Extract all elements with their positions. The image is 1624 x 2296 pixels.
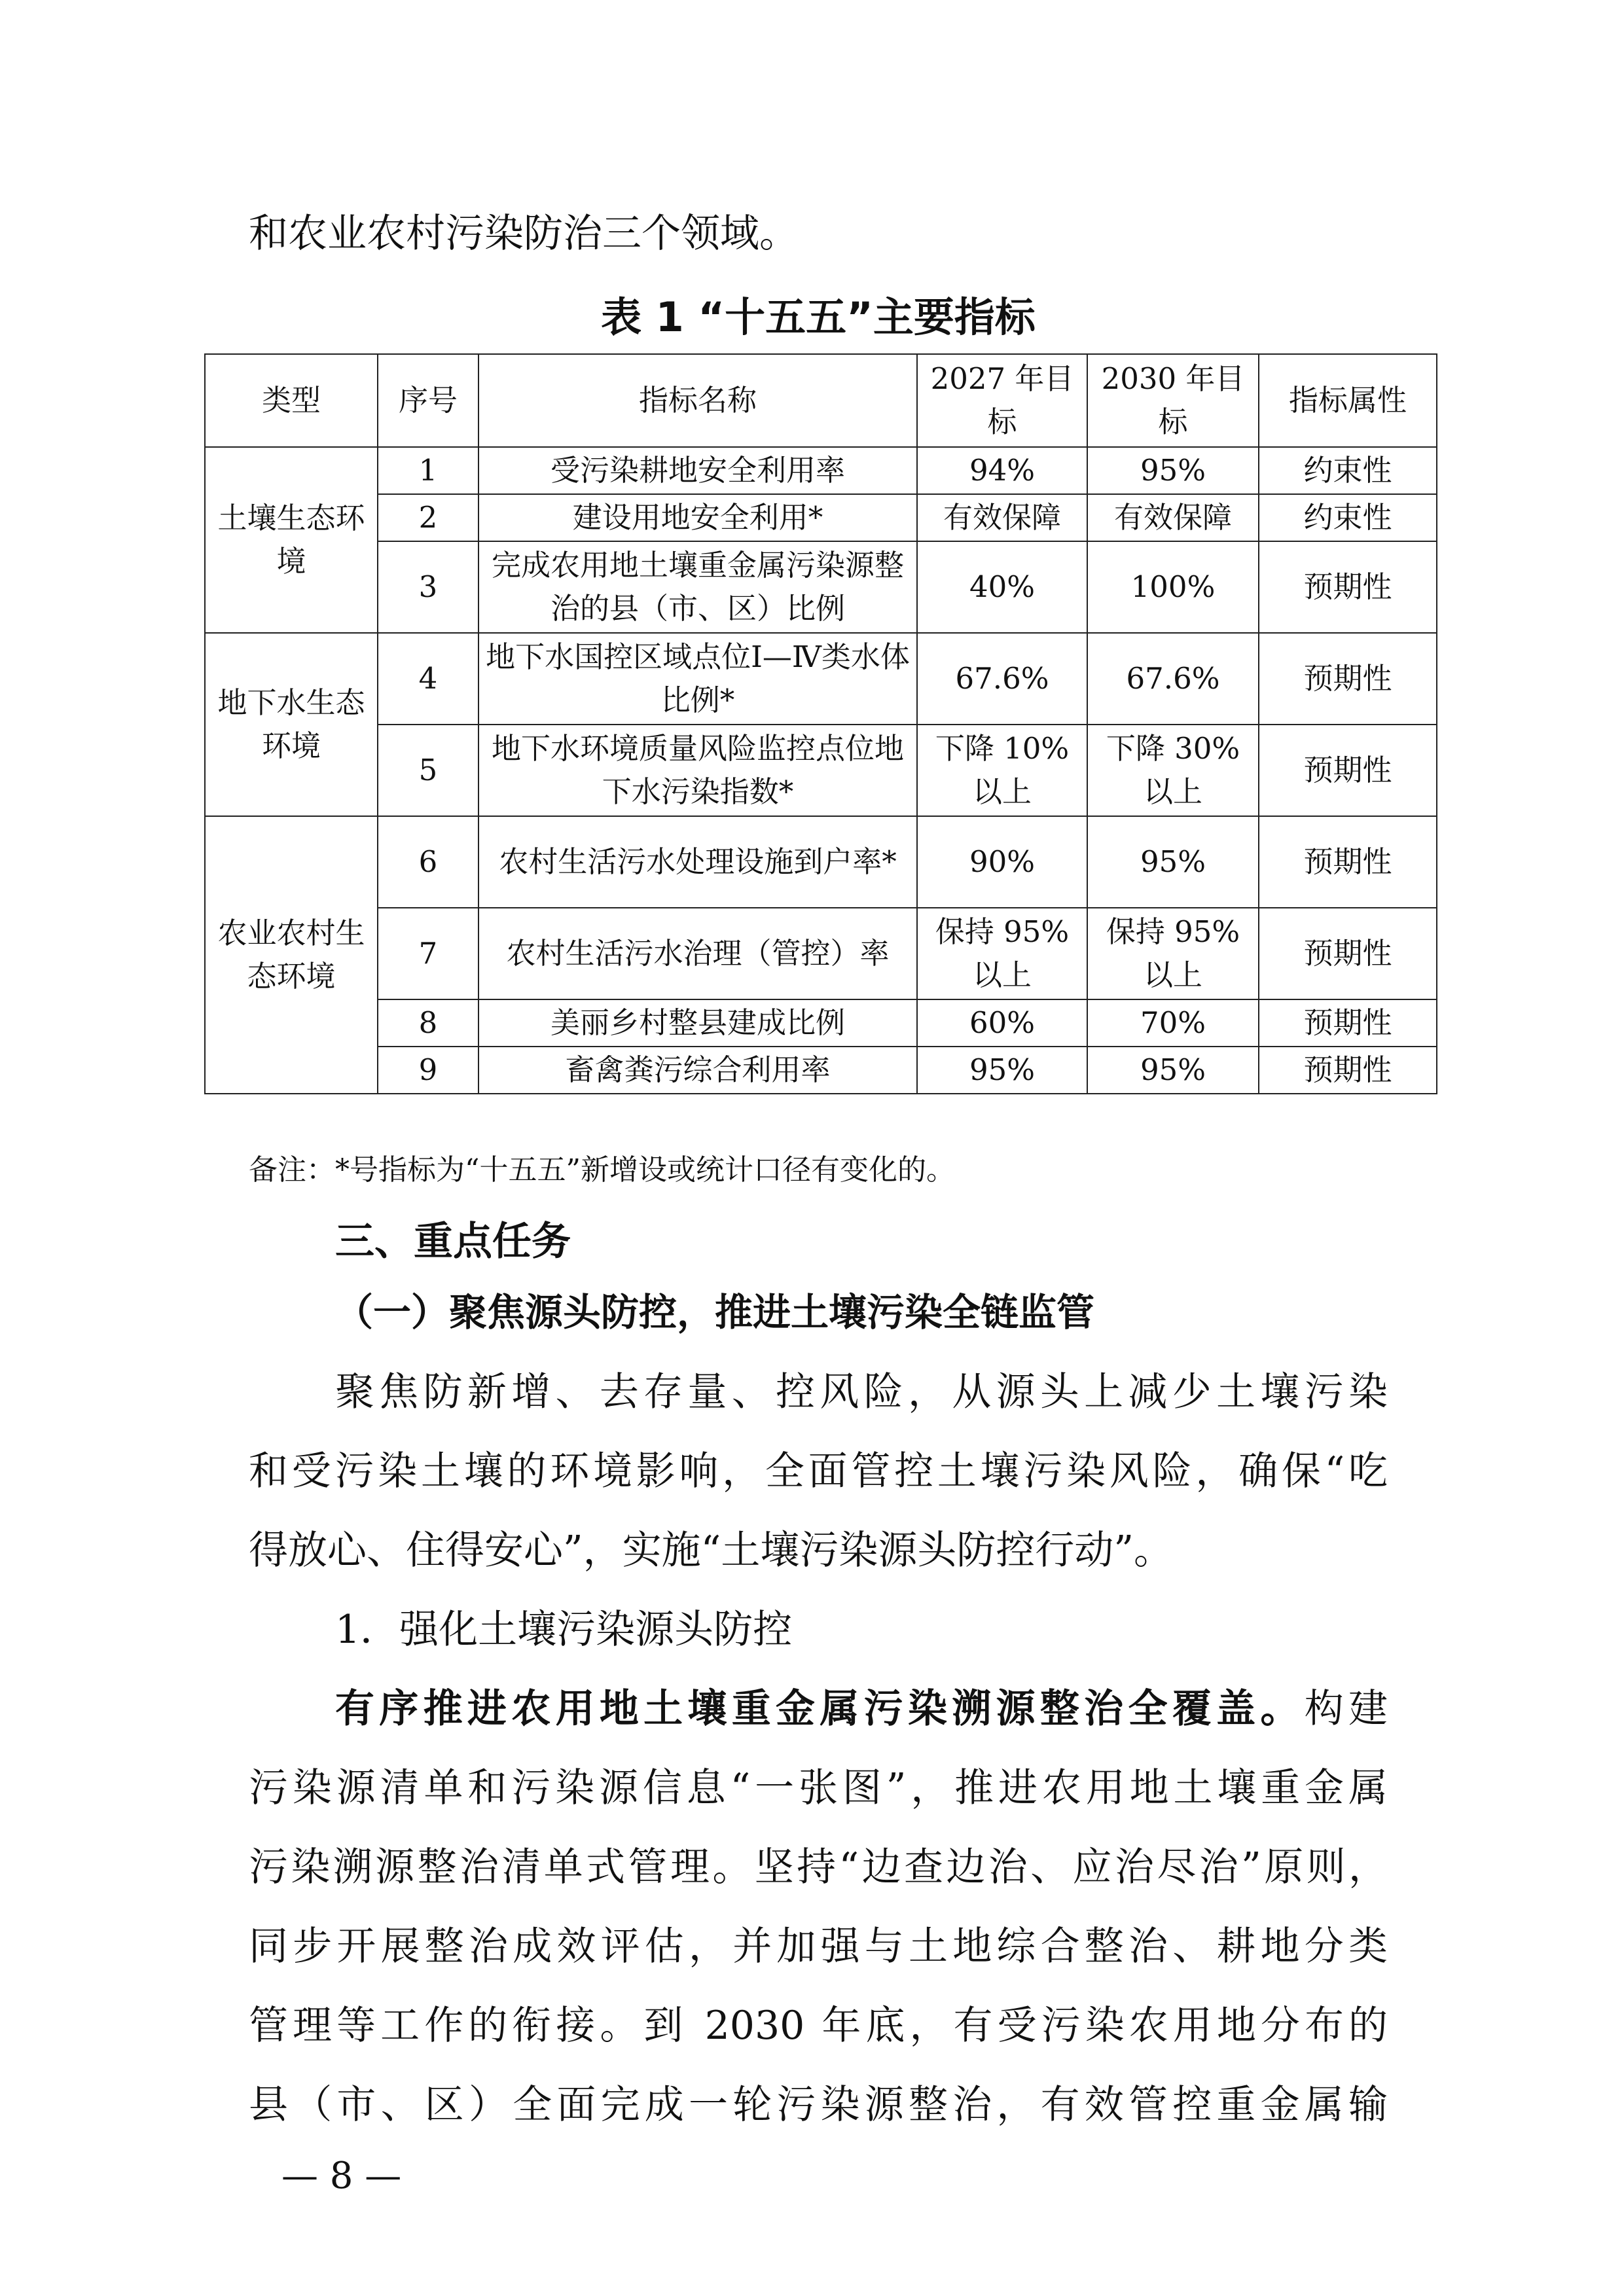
row-name: 农村生活污水处理设施到户率* (478, 816, 917, 908)
paragraph2-line: 管理等工作的衔接。到 2030 年底，有受污染农用地分布的 (249, 2003, 1388, 2049)
table-note: 备注：*号指标为“十五五”新增设或统计口径有变化的。 (249, 1153, 955, 1187)
row-2030: 95% (1087, 447, 1259, 494)
row-2027: 90% (917, 816, 1087, 908)
paragraph2-line: 同步开展整治成效评估，并加强与土地综合整治、耕地分类 (249, 1924, 1388, 1969)
row-2027: 下降 10%以上 (917, 725, 1087, 816)
table-row (205, 908, 1437, 999)
indicator-table (204, 353, 1437, 1094)
row-name: 完成农用地土壤重金属污染源整治的县（市、区）比例 (478, 541, 917, 633)
group-type-soil: 土壤生态环境 (205, 447, 378, 633)
row-name: 地下水国控区域点位Ⅰ—Ⅳ类水体比例* (478, 633, 917, 725)
header-name: 指标名称 (478, 354, 917, 447)
table-row (205, 541, 1437, 633)
table-title: 表 1 “十五五”主要指标 (601, 293, 1036, 341)
row-2027: 94% (917, 447, 1087, 494)
row-2027: 95% (917, 1047, 1087, 1094)
row-no: 2 (378, 494, 478, 541)
row-attr: 约束性 (1259, 494, 1437, 541)
row-name: 畜禽粪污综合利用率 (478, 1047, 917, 1094)
header-no: 序号 (378, 354, 478, 447)
paragraph1-line: 和受污染土壤的环境影响，全面管控土壤污染风险，确保“吃 (249, 1448, 1388, 1494)
row-2027: 保持 95%以上 (917, 908, 1087, 999)
table-row (205, 999, 1437, 1047)
paragraph1-line: 聚焦防新增、去存量、控风险，从源头上减少土壤污染 (335, 1369, 1388, 1415)
row-2030: 有效保障 (1087, 494, 1259, 541)
paragraph2-line: 污染源清单和污染源信息“一张图”，推进农用地土壤重金属 (249, 1765, 1388, 1811)
row-no: 6 (378, 816, 478, 908)
row-name: 农村生活污水治理（管控）率 (478, 908, 917, 999)
paragraph2-bold-lead: 有序推进农用地土壤重金属污染溯源整治全覆盖。 (335, 1686, 1305, 1732)
row-name: 受污染耕地安全利用率 (478, 447, 917, 494)
intro-line: 和农业农村污染防治三个领域。 (249, 211, 799, 257)
header-2027-target: 2027 年目标 (917, 354, 1087, 447)
table-header-row (205, 354, 1437, 447)
paragraph2-line: 县（市、区）全面完成一轮污染源整治，有效管控重金属输 (249, 2082, 1388, 2128)
paragraph2-line: 污染溯源整治清单式管理。坚持“边查边治、应治尽治”原则， (249, 1844, 1388, 1890)
row-attr: 预期性 (1259, 908, 1437, 999)
row-attr: 预期性 (1259, 725, 1437, 816)
row-attr: 预期性 (1259, 633, 1437, 725)
row-2027: 60% (917, 999, 1087, 1047)
row-no: 9 (378, 1047, 478, 1094)
row-2030: 100% (1087, 541, 1259, 633)
table-row (205, 494, 1437, 541)
row-2027: 有效保障 (917, 494, 1087, 541)
header-attribute: 指标属性 (1259, 354, 1437, 447)
row-2030: 67.6% (1087, 633, 1259, 725)
table-row (205, 633, 1437, 725)
table-row (205, 725, 1437, 816)
subsection-heading: （一）聚焦源头防控，推进土壤污染全链监管 (335, 1290, 1095, 1335)
row-2030: 70% (1087, 999, 1259, 1047)
row-attr: 预期性 (1259, 541, 1437, 633)
paragraph2-first-line-rest: 构建 (1304, 1686, 1388, 1732)
row-2030: 下降 30%以上 (1087, 725, 1259, 816)
row-no: 1 (378, 447, 478, 494)
group-type-rural: 农业农村生态环境 (205, 816, 378, 1094)
row-name: 美丽乡村整县建成比例 (478, 999, 917, 1047)
row-name: 地下水环境质量风险监控点位地下水污染指数* (478, 725, 917, 816)
row-2030: 95% (1087, 816, 1259, 908)
header-2030-target: 2030 年目标 (1087, 354, 1259, 447)
paragraph2-first-line (335, 1686, 1388, 1732)
row-attr: 预期性 (1259, 999, 1437, 1047)
table-row (205, 816, 1437, 908)
row-2027: 40% (917, 541, 1087, 633)
row-attr: 约束性 (1259, 447, 1437, 494)
row-name: 建设用地安全利用* (478, 494, 917, 541)
row-2027: 67.6% (917, 633, 1087, 725)
header-type: 类型 (205, 354, 378, 447)
table-row (205, 1047, 1437, 1094)
row-no: 8 (378, 999, 478, 1047)
table-row (205, 447, 1437, 494)
row-no: 4 (378, 633, 478, 725)
row-no: 3 (378, 541, 478, 633)
row-no: 5 (378, 725, 478, 816)
row-2030: 保持 95%以上 (1087, 908, 1259, 999)
row-attr: 预期性 (1259, 816, 1437, 908)
page-number: — 8 — (281, 2155, 402, 2197)
row-2030: 95% (1087, 1047, 1259, 1094)
row-attr: 预期性 (1259, 1047, 1437, 1094)
section-heading: 三、重点任务 (335, 1219, 571, 1265)
item1-heading: 1．强化土壤污染源头防控 (335, 1607, 793, 1653)
group-type-groundwater: 地下水生态环境 (205, 633, 378, 816)
row-no: 7 (378, 908, 478, 999)
paragraph1-line: 得放心、住得安心”，实施“土壤污染源头防控行动”。 (249, 1528, 1174, 1573)
